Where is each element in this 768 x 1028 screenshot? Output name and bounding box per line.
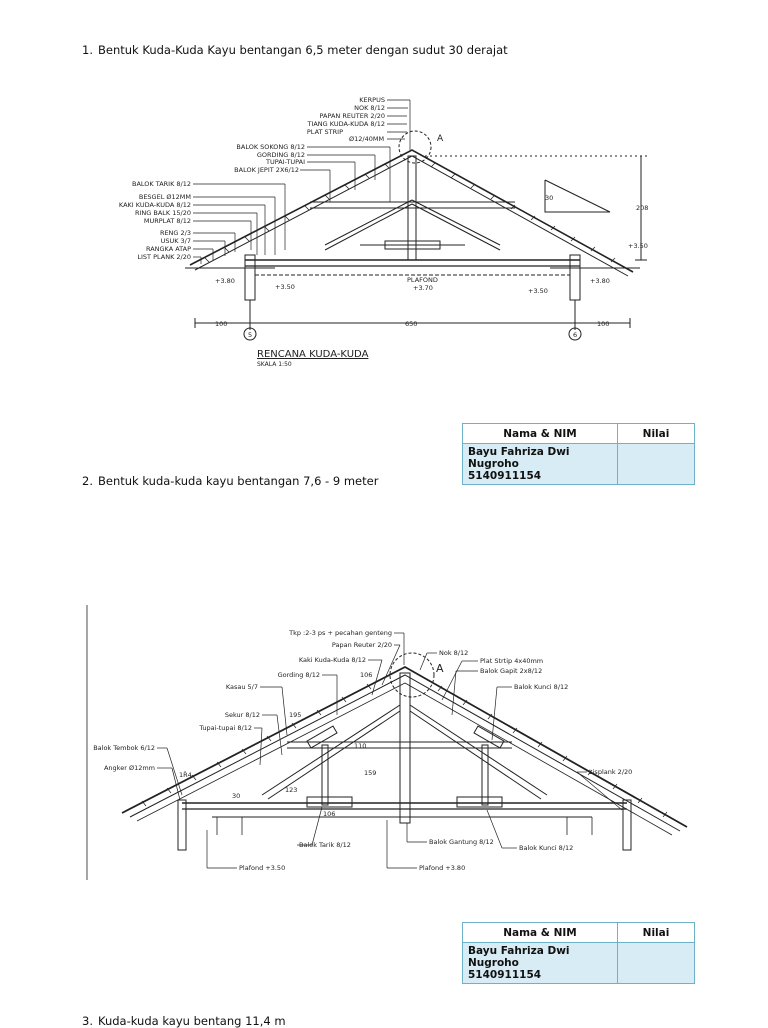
d1-plafond-label: PLAFOND [407, 276, 438, 284]
d1-level-l1: +3.80 [215, 277, 235, 285]
truss-drawing-1 [85, 90, 655, 380]
d2-dim-3: 110 [354, 742, 367, 750]
d2-label-tkp: Tkp :2-3 ps + pecahan genteng [289, 629, 392, 637]
d1-grid-left: 5 [248, 331, 253, 339]
d1-label-papan-reuter: PAPAN REUTER 2/20 [319, 112, 385, 120]
d2-dim-2: 195 [289, 711, 302, 719]
d1-label-tupai: TUPAI-TUPAI [266, 158, 305, 166]
d2-section-mark: A [436, 662, 444, 675]
grade-table-1-header-score: Nilai [618, 424, 695, 444]
d1-level-side: +3.50 [628, 242, 648, 250]
question-2-number: 2. [82, 474, 93, 488]
question-2-text: Bentuk kuda-kuda kayu bentangan 7,6 - 9 meter [98, 474, 379, 488]
d1-scale: SKALA 1:50 [257, 361, 292, 368]
d2-label-balok-gantung: Balok Gantung 8/12 [429, 838, 494, 846]
d1-level-l2: +3.50 [275, 283, 295, 291]
d2-dim-7: 106 [323, 810, 336, 818]
d2-label-kasau: Kasau 5/7 [225, 683, 258, 691]
d2-label-balok-kunci-top: Balok Kunci 8/12 [514, 683, 569, 691]
d1-dim-right: 100 [597, 320, 610, 328]
d2-dim-4: 159 [364, 769, 377, 777]
d1-label-list-plank: LIST PLANK 2/20 [137, 253, 191, 261]
grade-table-2-name-line2: Nugroho [468, 957, 519, 969]
d1-dim-span: 650 [405, 320, 418, 328]
d2-label-balok-kunci-bottom: Balok Kunci 8/12 [519, 844, 574, 852]
d2-dim-6: 30 [232, 792, 241, 800]
question-1-text: Bentuk Kuda-Kuda Kayu bentangan 6,5 meter dengan sudut 30 derajat [98, 43, 508, 57]
d1-label-bolt: Ø12/40MM [349, 135, 385, 143]
d2-label-tupai: Tupai-tupai 8/12 [199, 724, 252, 732]
grade-table-1-name-line2: Nugroho [468, 458, 519, 470]
question-3-number: 3. [82, 1014, 93, 1028]
d1-label-plat-strip: PLAT STRIP [306, 128, 343, 136]
d1-dim-height: 208 [636, 204, 649, 212]
question-2 [82, 474, 378, 488]
truss-drawing-2 [82, 605, 702, 885]
d1-label-ring-balk: RING BALK 15/20 [135, 209, 191, 217]
d1-dim-left: 100 [215, 320, 228, 328]
grade-table-1-score-cell[interactable] [618, 444, 695, 485]
d1-label-balok-jepit: BALOK JEPIT 2X6/12 [234, 166, 299, 174]
d2-label-lisplank: Lisplank 2/20 [589, 768, 633, 776]
d1-label-reng: RENG 2/3 [159, 229, 191, 237]
d1-dim-angle: 30 [545, 194, 554, 202]
d1-label-kaki: KAKI KUDA-KUDA 8/12 [118, 201, 191, 209]
d2-label-angker: Angker Ø12mm [103, 764, 155, 772]
d2-label-kaki: Kaki Kuda-Kuda 8/12 [298, 656, 366, 664]
d2-label-balok-tarik: Balok Tarik 8/12 [299, 841, 351, 849]
grade-table-2-name-line1: Bayu Fahriza Dwi [468, 945, 570, 957]
d2-label-plafond-350: Plafond +3.50 [239, 864, 286, 872]
d2-dim-8: 1Ř4 [179, 771, 192, 779]
d1-label-gording: GORDING 8/12 [256, 151, 305, 159]
d1-grid-right: 6 [573, 331, 578, 339]
d1-label-tiang: TIANG KUDA-KUDA 8/12 [307, 120, 385, 128]
d1-label-nok: NOK 8/12 [354, 104, 385, 112]
grade-table-1-header-name: Nama & NIM [463, 424, 618, 444]
grade-table-1 [462, 423, 695, 485]
grade-table-2-header-name: Nama & NIM [463, 923, 618, 943]
d2-label-sekur: Sekur 8/12 [224, 711, 260, 719]
d2-label-papan-reuter: Papan Reuter 2/20 [331, 641, 392, 649]
grade-table-2-score-cell[interactable] [618, 943, 695, 984]
question-1 [82, 43, 508, 57]
question-3 [82, 1014, 286, 1028]
d1-label-kerpus: KERPUS [359, 96, 385, 104]
grade-table-1-name-cell [463, 444, 618, 485]
grade-table-1-nim: 5140911154 [468, 470, 542, 482]
grade-table-2 [462, 922, 695, 984]
d1-label-rangka-atap: RANGKA ATAP [145, 245, 191, 253]
d2-label-gording: Gording 8/12 [277, 671, 320, 679]
d1-title: RENCANA KUDA-KUDA [257, 349, 369, 360]
d1-label-balok-sokong: BALOK SOKONG 8/12 [236, 143, 305, 151]
grade-table-2-header-score: Nilai [618, 923, 695, 943]
grade-table-2-name-cell [463, 943, 618, 984]
question-1-number: 1. [82, 43, 93, 57]
d1-plafond-level: +3.70 [413, 284, 433, 292]
d1-section-mark: A [437, 134, 444, 144]
d1-level-r2: +3.80 [590, 277, 610, 285]
d2-label-plat-strip: Plat Strtip 4x40mm [480, 657, 544, 665]
d2-dim-1: 106 [360, 671, 373, 679]
d2-label-nok: Nok 8/12 [439, 649, 469, 657]
d2-dim-5: 123 [285, 786, 298, 794]
grade-table-2-nim: 5140911154 [468, 969, 542, 981]
grade-table-1-name-line1: Bayu Fahriza Dwi [468, 446, 570, 458]
question-3-text: Kuda-kuda kayu bentang 11,4 m [98, 1014, 286, 1028]
d1-label-usuk: USUK 3/7 [160, 237, 191, 245]
d1-label-murplat: MURPLAT 8/12 [143, 217, 191, 225]
d1-label-balok-tarik: BALOK TARIK 8/12 [131, 180, 191, 188]
d2-label-balok-tembok: Balok Tembok 6/12 [93, 744, 155, 752]
d1-label-besgel: BESGEL Ø12MM [138, 193, 191, 201]
d2-label-plafond-380: Plafond +3.80 [419, 864, 466, 872]
d2-label-balok-gapit: Balok Gapit 2x8/12 [480, 667, 543, 675]
d1-level-r1: +3.50 [528, 287, 548, 295]
